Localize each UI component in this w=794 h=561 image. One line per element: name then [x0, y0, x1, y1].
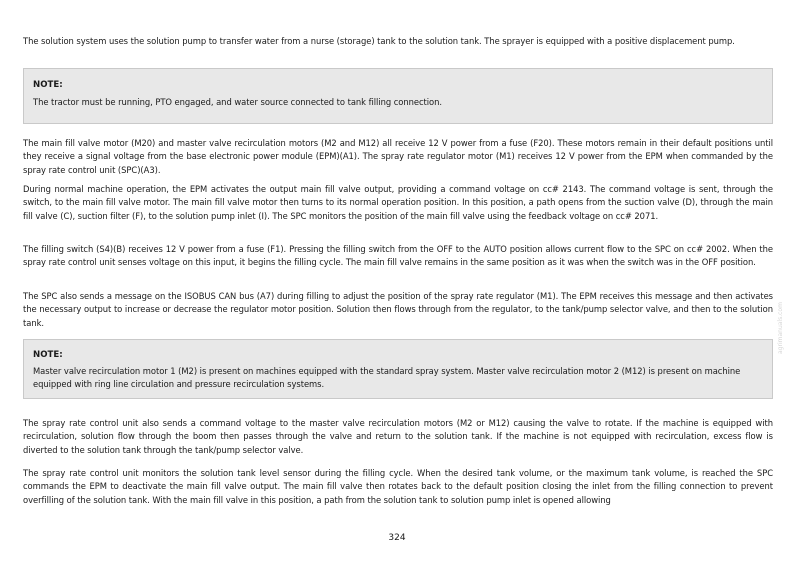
page-number: 324	[388, 533, 406, 543]
paragraph-solution-system-intro: The solution system uses the solution pump to transfer water from a nurse (storage) tank to the solution tank. The sprayer is equipped with a positive displacement pump.	[23, 36, 735, 46]
paragraph-motors-power: The main fill valve motor (M20) and master valve recirculation motors (M2 and M12) all receive 12 V power from a fuse (F20). These motors remain in their default positions until they receive a signal voltage from the base electronic power module (EPM)(A1). The spray rate regulator motor (M1) receives 12 V power from the EPM when commanded by the spray rate control unit (SPC)(A3).	[23, 138, 773, 175]
paragraph-recirculation-command: The spray rate control unit also sends a command voltage to the master valve recirculation motors (M2 or M12) causing the valve to rotate. If the machine is equipped with recirculation, solution flow through the boom then passes through the valve and return to the solution tank. If the machine is not equipped with recirculation, excess flow is diverted to the solution tank through the tank/pump selector valve.	[23, 418, 773, 455]
paragraph-normal-operation: During normal machine operation, the EPM activates the output main fill valve output, providing a command voltage on cc# 2143. The command voltage is sent, through the switch, to the main fill valve motor. The main fill valve motor then turns to its normal operation position. In this position, a path opens from the suction valve (D), through the main fill valve (C), suction filter (F), to the solution pump inlet (I). The SPC monitors the position of the main fill valve using the feedback voltage on cc# 2071.	[23, 184, 773, 221]
note-text: Master valve recirculation motor 1 (M2) is present on machines equipped with the standard spray system. Master valve recirculation motor 2 (M12) is present on machine equipped with ring line circulation and pressure recirculation systems.	[33, 366, 741, 390]
note-text: The tractor must be running, PTO engaged, and water source connected to tank filling connection.	[33, 97, 442, 107]
note-box-tractor-requirements	[23, 68, 773, 124]
note-title: NOTE:	[33, 350, 63, 360]
watermark: agrimanuals.com	[777, 302, 784, 354]
note-box-recirculation-motors	[23, 339, 773, 399]
paragraph-filling-switch: The filling switch (S4)(B) receives 12 V power from a fuse (F1). Pressing the filling switch from the OFF to the AUTO position allows current flow to the SPC on cc# 2002. When the spray rate control unit senses voltage on this input, it begins the filling cycle. The main fill valve remains in the same position as it was when the switch was in the OFF position.	[23, 244, 773, 268]
paragraph-tank-level-monitoring: The spray rate control unit monitors the solution tank level sensor during the filling cycle. When the desired tank volume, or the maximum tank volume, is reached the SPC commands the EPM to deactivate the main fill valve output. The main fill valve then rotates back to the default position closing the inlet from the filling connection to prevent overfilling of the solution tank. With the main fill valve in this position, a path from the solution tank to solution pump inlet is opened allowing	[23, 468, 773, 505]
note-title: NOTE:	[33, 80, 63, 90]
paragraph-isobus-message: The SPC also sends a message on the ISOBUS CAN bus (A7) during filling to adjust the position of the spray rate regulator (M1). The EPM receives this message and then activates the necessary output to increase or decrease the regulator motor position. Solution then flows through from the regulator, to the tank/pump selector valve, and then to the solution tank.	[23, 291, 773, 328]
